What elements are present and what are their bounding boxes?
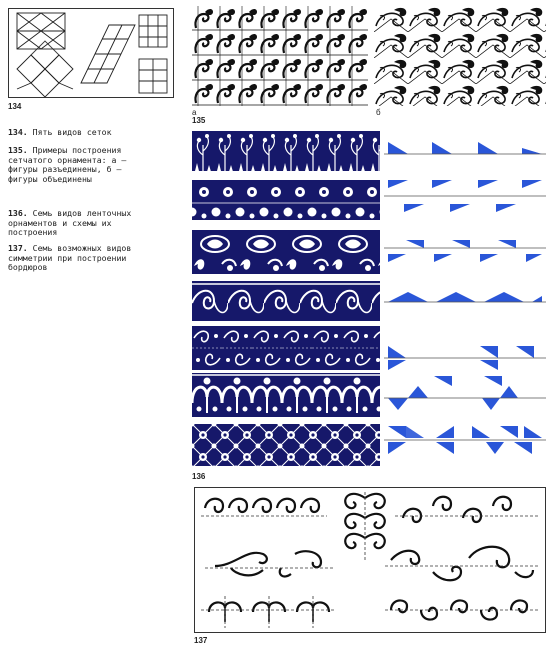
figure-136-number: 136 — [192, 472, 206, 481]
band-pattern — [192, 326, 380, 370]
ornament-band-5 — [192, 326, 380, 370]
figure-135-number: 135 — [192, 116, 206, 125]
ornament-band-7 — [192, 424, 380, 466]
caption-134: 134. Пять видов сеток — [8, 127, 112, 137]
figure-134 — [8, 8, 174, 98]
ornament-band-4 — [192, 281, 380, 321]
caption-136: 136. Семь видов ленточных орнаментов и схемы их построения — [8, 208, 132, 238]
band-pattern — [192, 373, 380, 417]
ornament-band-2 — [192, 180, 380, 220]
band-symmetry-schemes — [384, 136, 546, 466]
figure-135a — [192, 6, 368, 106]
figure-136-schemes — [384, 136, 546, 466]
ornament-band-1 — [192, 131, 380, 171]
ornament-band-3 — [192, 230, 380, 274]
figure-137 — [194, 487, 546, 633]
band-pattern — [192, 131, 380, 171]
ornament-band-6 — [192, 373, 380, 417]
figure-135-panel-b: б — [376, 108, 381, 117]
figure-137-number: 137 — [194, 636, 208, 645]
band-pattern — [192, 180, 380, 220]
border-symmetry-illustration — [195, 488, 545, 632]
figure-135b — [374, 6, 546, 106]
figure-134-number: 134 — [8, 102, 22, 111]
net-ornament-joined — [374, 6, 546, 106]
grid-types-illustration — [9, 9, 173, 97]
band-pattern — [192, 281, 380, 321]
figure-135-panel-a: а — [192, 108, 197, 117]
band-pattern — [192, 230, 380, 274]
band-pattern — [192, 424, 380, 466]
caption-135: 135. Примеры построения сетчатого орнамента: а — фигуры разъединены, б — фигуры объединены — [8, 145, 127, 184]
net-ornament-separated — [192, 6, 368, 106]
caption-137: 137. Семь возможных видов симметрии при построении бордюров — [8, 243, 132, 273]
